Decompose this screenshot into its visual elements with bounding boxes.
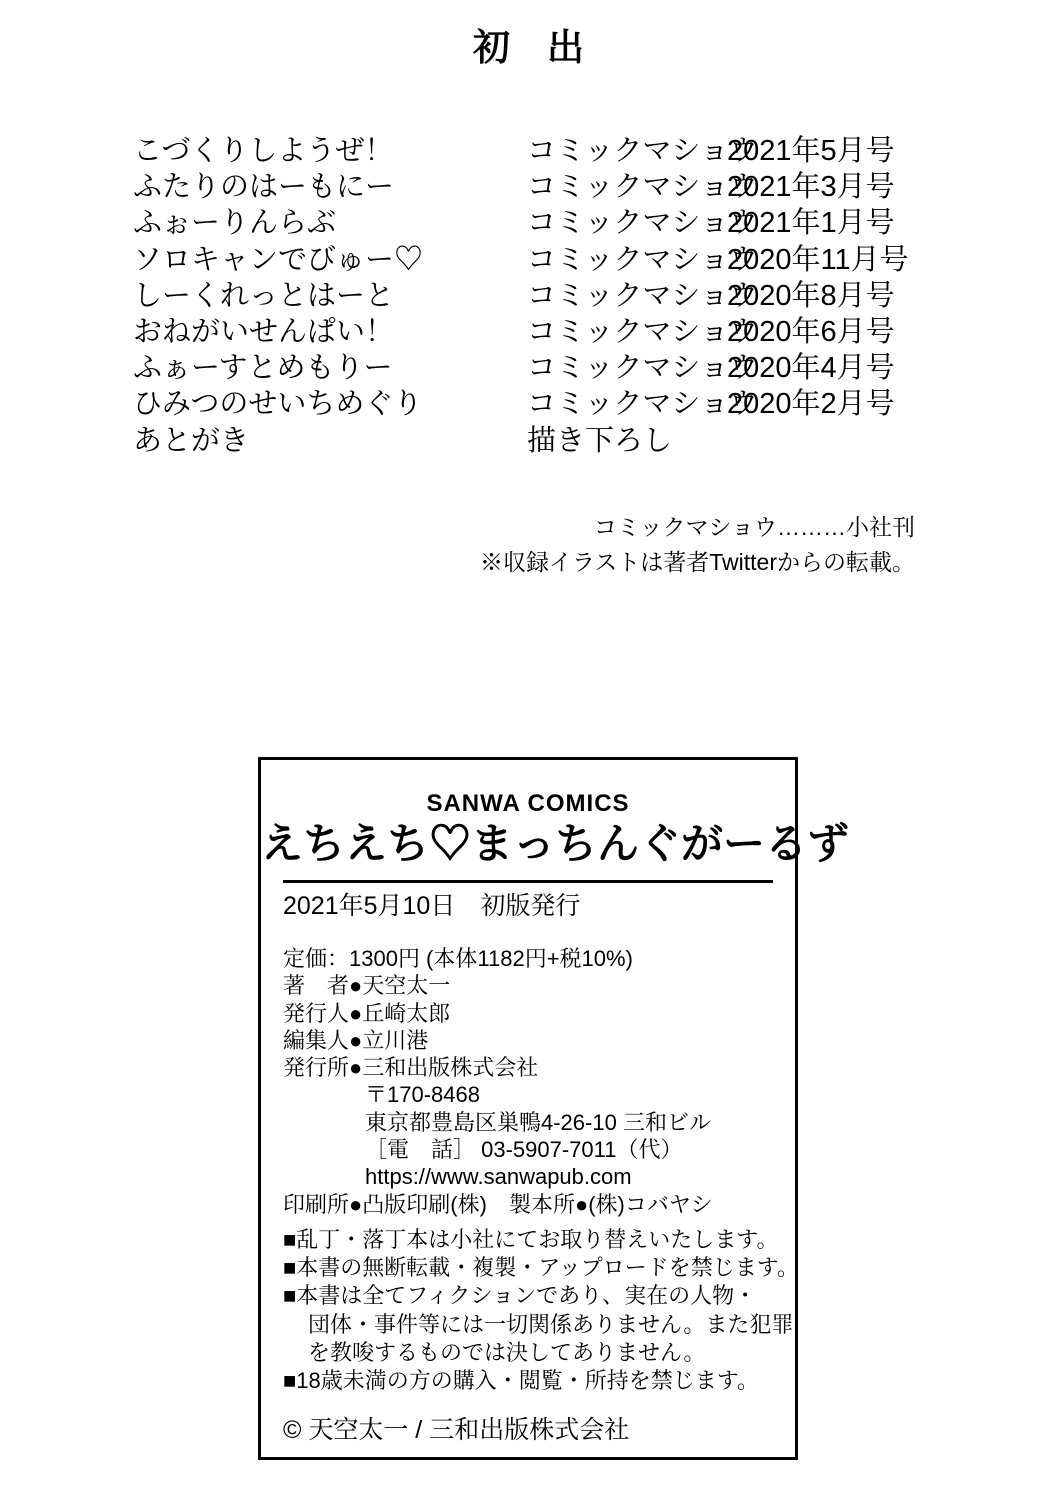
publication-row [133, 205, 1057, 241]
magazine-name: コミックマショウ [527, 243, 758, 276]
colophon-box [258, 757, 850, 1460]
work-title: ひみつのせいちめぐり [133, 388, 423, 421]
work-title: しーくれっとはーと [133, 279, 395, 312]
magazine-name: コミックマショウ [527, 352, 758, 385]
phone-line: ［電 話］ 03-5907-7011（代） [365, 1137, 683, 1163]
illustration-source-note: ※収録イラストは著者Twitterからの転載。 [479, 549, 915, 575]
issue-label: 2020年8月号 [727, 279, 895, 312]
issue-label: 2020年11月号 [727, 243, 909, 276]
author-line: 著 者●天空太一 [283, 973, 451, 999]
publication-row [133, 169, 1057, 205]
publication-row [133, 386, 1057, 422]
work-title: こづくりしようぜ！ [133, 135, 394, 167]
magazine-name: コミックマショウ [527, 207, 758, 240]
website-url: https://www.sanwapub.com [365, 1164, 632, 1190]
no-reproduction-notice: ■本書の無断転載・複製・アップロードを禁じます。 [283, 1255, 799, 1281]
work-title: あとがき [133, 424, 250, 457]
issue-label: 2021年5月号 [727, 135, 895, 167]
issue-label: 2021年3月号 [727, 171, 895, 204]
work-title: ふぉーりんらぶ [133, 207, 337, 240]
magazine-name: コミックマショウ [527, 279, 758, 312]
magazine-publisher-note: コミックマショウ………小社刊 [593, 514, 915, 540]
publication-row [133, 242, 1057, 278]
copyright-line: © 天空太一 / 三和出版株式会社 [283, 1416, 630, 1445]
magazine-name: コミックマショウ [527, 315, 758, 348]
imprint-label: SANWA COMICS [426, 790, 630, 817]
issue-label: 2020年2月号 [727, 388, 895, 421]
publication-row [133, 423, 1057, 459]
price-line: 定価：1300円 (本体1182円+税10%) [283, 946, 633, 971]
book-title: えちえち♡まっちんぐがーるず [261, 820, 850, 867]
legal-notices [283, 1226, 799, 1395]
publisher-line: 発行所●三和出版株式会社 [283, 1055, 539, 1081]
issue-label: 2020年4月号 [727, 352, 895, 385]
fiction-notice-line2: 団体・事件等には一切関係ありません。また犯罪 [308, 1311, 794, 1337]
colophon-content [261, 883, 799, 1445]
address-line: 東京都豊島区巣鴨4-26-10 三和ビル [365, 1109, 711, 1135]
work-title: ソロキャンでびゅー♡ [133, 243, 424, 276]
publication-details [283, 945, 795, 1218]
edition-date: 2021年5月10日 初版発行 [283, 892, 581, 920]
defective-copy-notice: ■乱丁・落丁本は小社にてお取り替えいたします。 [283, 1226, 779, 1252]
issue-label: 2021年1月号 [727, 207, 895, 240]
publication-notes [0, 510, 915, 580]
editor-line: 編集人●立川港 [283, 1027, 429, 1053]
issue-label [727, 423, 1057, 459]
magazine-name: コミックマショウ [527, 135, 758, 167]
printer-line: 印刷所●凸版印刷(株) 製本所●(株)コバヤシ [283, 1191, 713, 1217]
page-title: 初 出 [473, 27, 584, 68]
fiction-notice-line1: ■本書は全てフィクションであり、実在の人物・ [283, 1283, 757, 1309]
publication-row [133, 350, 1057, 386]
age-restriction-notice: ■18歳未満の方の購入・閲覧・所持を禁じます。 [283, 1367, 760, 1393]
first-publication-list [133, 133, 1057, 459]
issue-label: 2020年6月号 [727, 315, 895, 348]
postal-code-line: 〒170-8468 [365, 1082, 480, 1108]
issuer-line: 発行人●丘崎太郎 [283, 1000, 451, 1026]
magazine-name: コミックマショウ [527, 171, 758, 204]
publication-row [133, 278, 1057, 314]
fiction-notice-line3: を教唆するものでは決してありません。 [308, 1339, 706, 1365]
publication-row [133, 133, 1057, 169]
work-title: ふぁーすとめもりー [133, 352, 393, 385]
magazine-name: コミックマショウ [527, 388, 758, 421]
publication-row [133, 314, 1057, 350]
magazine-name: 描き下ろし [527, 424, 673, 457]
work-title: ふたりのはーもにー [133, 171, 395, 204]
work-title: おねがいせんぱい！ [133, 315, 395, 348]
